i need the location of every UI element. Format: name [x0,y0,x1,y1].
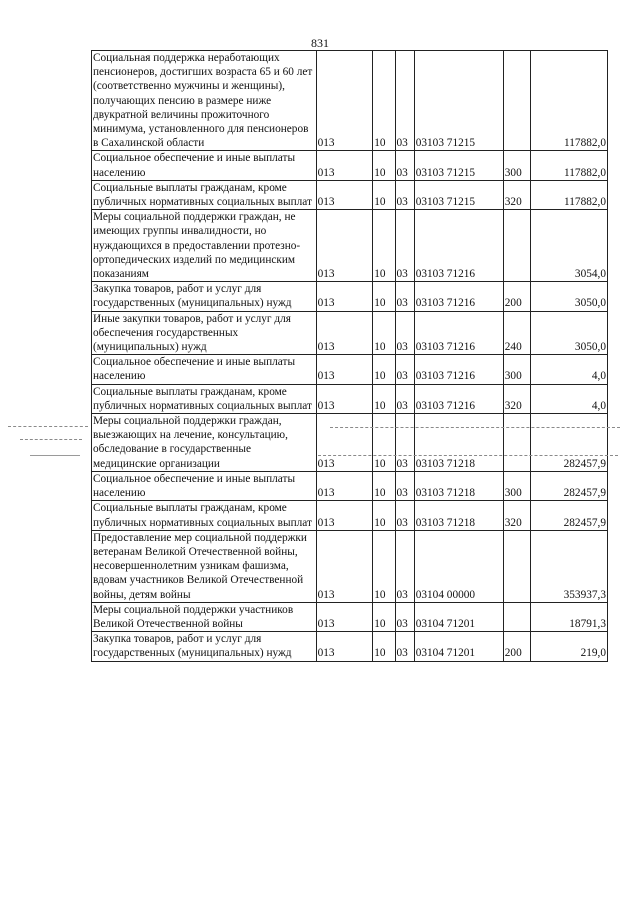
page-number: 831 [311,36,329,50]
cell-pr: 03 [395,210,414,282]
cell-vr [503,414,530,472]
cell-sum: 3054,0 [531,210,608,282]
table-row [92,311,608,355]
table-row [92,632,608,661]
cell-name: Социальное обеспечение и иные выплаты населению [92,151,317,180]
cell-pr: 03 [395,471,414,500]
table-row [92,501,608,530]
cell-name: Социальное обеспечение и иные выплаты населению [92,471,317,500]
cell-pr: 03 [395,355,414,384]
cell-sum: 3050,0 [531,282,608,311]
cell-vr: 200 [503,632,530,661]
scan-artifact-line [330,427,620,428]
cell-pr: 03 [395,414,414,472]
cell-name: Меры социальной поддержки граждан, не имеющих группы инвалидности, но нуждающихся в предоставлении протезно-ортопедических изделий по медицинским показаниям [92,210,317,282]
cell-pr: 03 [395,384,414,413]
cell-vr: 200 [503,282,530,311]
table-row [92,151,608,180]
cell-rz: 10 [373,210,395,282]
table-row [92,471,608,500]
table-row [92,355,608,384]
cell-vr: 320 [503,384,530,413]
cell-pr: 03 [395,602,414,631]
cell-rz: 10 [373,384,395,413]
cell-pr: 03 [395,311,414,355]
table-row [92,180,608,209]
cell-vr: 320 [503,501,530,530]
cell-ved: 013 [316,51,373,151]
cell-vr: 300 [503,355,530,384]
cell-vr [503,51,530,151]
cell-csr: 03103 71218 [414,414,503,472]
cell-name: Закупка товаров, работ и услуг для государственных (муниципальных) нужд [92,282,317,311]
cell-vr [503,210,530,282]
cell-sum: 18791,3 [531,602,608,631]
cell-rz: 10 [373,501,395,530]
cell-ved: 013 [316,282,373,311]
cell-pr: 03 [395,282,414,311]
scan-artifact-line [8,426,88,427]
cell-rz: 10 [373,51,395,151]
cell-sum: 4,0 [531,355,608,384]
cell-pr: 03 [395,632,414,661]
cell-name: Социальные выплаты гражданам, кроме публичных нормативных социальных выплат [92,180,317,209]
budget-table [91,50,608,662]
cell-name: Социальные выплаты гражданам, кроме публичных нормативных социальных выплат [92,384,317,413]
cell-pr: 03 [395,51,414,151]
table-row [92,282,608,311]
cell-sum: 219,0 [531,632,608,661]
cell-vr: 240 [503,311,530,355]
cell-rz: 10 [373,311,395,355]
cell-name: Предоставление мер социальной поддержки ветеранам Великой Отечественной войны, несовершеннолетним узникам фашизма, вдовам участников Великой Отечественной войны, детям войны [92,530,317,602]
cell-rz: 10 [373,602,395,631]
table-row [92,384,608,413]
cell-rz: 10 [373,471,395,500]
cell-ved: 013 [316,602,373,631]
cell-ved: 013 [316,151,373,180]
scan-artifact-line [20,439,82,440]
cell-ved: 013 [316,180,373,209]
cell-ved: 013 [316,384,373,413]
cell-name: Социальная поддержка неработающих пенсионеров, достигших возраста 65 и 60 лет (соответственно мужчины и женщины), получающих пенсию в размере ниже двукратной величины прожиточного минимума, установленного для пенсионеров в Сахалинской области [92,51,317,151]
cell-csr: 03103 71215 [414,180,503,209]
cell-sum: 3050,0 [531,311,608,355]
cell-csr: 03103 71216 [414,355,503,384]
cell-ved: 013 [316,530,373,602]
cell-sum: 282457,9 [531,414,608,472]
cell-ved: 013 [316,501,373,530]
cell-pr: 03 [395,151,414,180]
cell-csr: 03103 71215 [414,151,503,180]
cell-name: Закупка товаров, работ и услуг для государственных (муниципальных) нужд [92,632,317,661]
cell-csr: 03103 71216 [414,311,503,355]
cell-csr: 03103 71216 [414,384,503,413]
table-row [92,414,608,472]
table-row [92,51,608,151]
cell-sum: 117882,0 [531,151,608,180]
cell-pr: 03 [395,530,414,602]
table-row [92,530,608,602]
cell-rz: 10 [373,355,395,384]
cell-sum: 117882,0 [531,180,608,209]
cell-rz: 10 [373,151,395,180]
cell-name: Меры социальной поддержки граждан, выезжающих на лечение, консультацию, обследование в государственные медицинские организации [92,414,317,472]
table-row [92,210,608,282]
cell-ved: 013 [316,632,373,661]
cell-rz: 10 [373,180,395,209]
cell-sum: 282457,9 [531,471,608,500]
cell-csr: 03103 71215 [414,51,503,151]
cell-csr: 03103 71218 [414,471,503,500]
cell-rz: 10 [373,530,395,602]
cell-ved: 013 [316,311,373,355]
cell-csr: 03103 71216 [414,210,503,282]
cell-pr: 03 [395,501,414,530]
cell-csr: 03104 71201 [414,632,503,661]
table-row [92,602,608,631]
cell-vr [503,602,530,631]
cell-vr: 300 [503,151,530,180]
cell-name: Социальное обеспечение и иные выплаты населению [92,355,317,384]
cell-sum: 353937,3 [531,530,608,602]
cell-csr: 03104 00000 [414,530,503,602]
cell-vr: 300 [503,471,530,500]
cell-sum: 117882,0 [531,51,608,151]
cell-ved: 013 [316,355,373,384]
cell-rz: 10 [373,632,395,661]
cell-ved: 013 [316,414,373,472]
cell-ved: 013 [316,471,373,500]
cell-name: Социальные выплаты гражданам, кроме публичных нормативных социальных выплат [92,501,317,530]
cell-rz: 10 [373,414,395,472]
cell-sum: 4,0 [531,384,608,413]
cell-csr: 03104 71201 [414,602,503,631]
scan-artifact-line [30,455,80,456]
cell-csr: 03103 71218 [414,501,503,530]
cell-pr: 03 [395,180,414,209]
cell-name: Иные закупки товаров, работ и услуг для обеспечения государственных (муниципальных) нужд [92,311,317,355]
cell-vr [503,530,530,602]
cell-csr: 03103 71216 [414,282,503,311]
cell-ved: 013 [316,210,373,282]
cell-vr: 320 [503,180,530,209]
cell-rz: 10 [373,282,395,311]
cell-sum: 282457,9 [531,501,608,530]
cell-name: Меры социальной поддержки участников Великой Отечественной войны [92,602,317,631]
scan-artifact-line [318,455,618,456]
